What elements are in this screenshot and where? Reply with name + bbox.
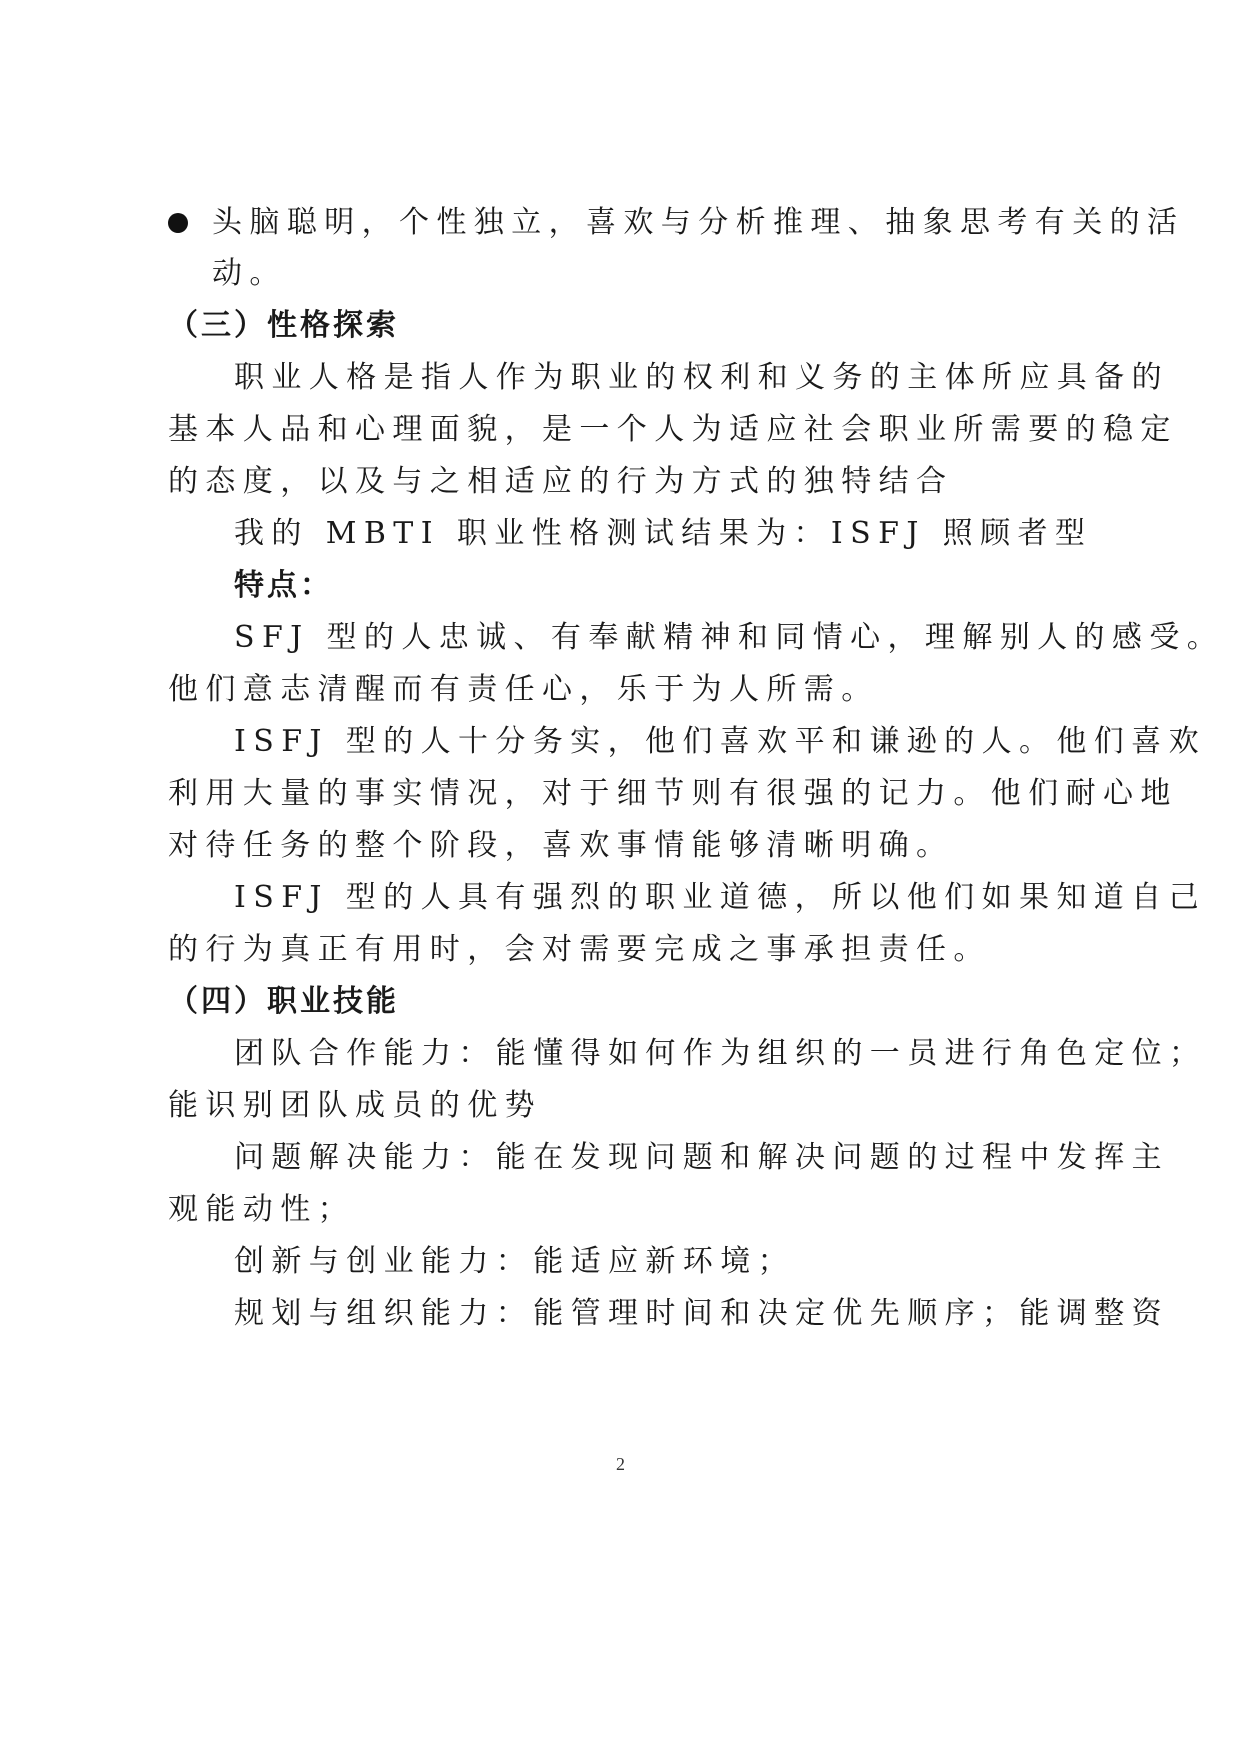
page-number: 2 bbox=[616, 1454, 625, 1474]
skill-team: 团队合作能力：能懂得如何作为组织的一员进行角色定位； bbox=[234, 1036, 1207, 1071]
paragraph-line: 对待任务的整个阶段，喜欢事情能够清晰明确。 bbox=[168, 828, 954, 863]
paragraph-line: ISFJ 型的人具有强烈的职业道德，所以他们如果知道自己 bbox=[234, 880, 1206, 915]
paragraph-line: ISFJ 型的人十分务实，他们喜欢平和谦逊的人。他们喜欢 bbox=[234, 724, 1206, 759]
section-heading-4: （四）职业技能 bbox=[168, 984, 399, 1019]
skill-team-cont: 能识别团队成员的优势 bbox=[168, 1088, 542, 1123]
skill-planning: 规划与组织能力：能管理时间和决定优先顺序；能调整资 bbox=[234, 1296, 1169, 1331]
paragraph-line: 利用大量的事实情况，对于细节则有很强的记力。他们耐心地 bbox=[168, 776, 1178, 811]
paragraph-line: 基本人品和心理面貌，是一个人为适应社会职业所需要的稳定 bbox=[168, 412, 1178, 447]
bullet-dot-icon bbox=[168, 213, 188, 233]
mbti-result: 我的 MBTI 职业性格测试结果为：ISFJ 照顾者型 bbox=[234, 516, 1093, 551]
skill-problem-cont: 观能动性； bbox=[168, 1192, 355, 1227]
bullet-line-2: 动。 bbox=[212, 256, 287, 291]
skill-problem: 问题解决能力：能在发现问题和解决问题的过程中发挥主 bbox=[234, 1140, 1169, 1175]
traits-label: 特点： bbox=[234, 568, 333, 603]
paragraph-line: 的行为真正有用时，会对需要完成之事承担责任。 bbox=[168, 932, 991, 967]
paragraph-line: SFJ 型的人忠诚、有奉献精神和同情心，理解别人的感受。 bbox=[234, 620, 1225, 655]
paragraph-line: 职业人格是指人作为职业的权利和义务的主体所应具备的 bbox=[234, 360, 1169, 395]
paragraph-line: 他们意志清醒而有责任心，乐于为人所需。 bbox=[168, 672, 879, 707]
paragraph-line: 的态度，以及与之相适应的行为方式的独特结合 bbox=[168, 464, 954, 499]
skill-innovation: 创新与创业能力：能适应新环境； bbox=[234, 1244, 795, 1279]
bullet-line-1: 头脑聪明，个性独立，喜欢与分析推理、抽象思考有关的活 bbox=[212, 205, 1185, 240]
section-heading-3: （三）性格探索 bbox=[168, 308, 399, 343]
